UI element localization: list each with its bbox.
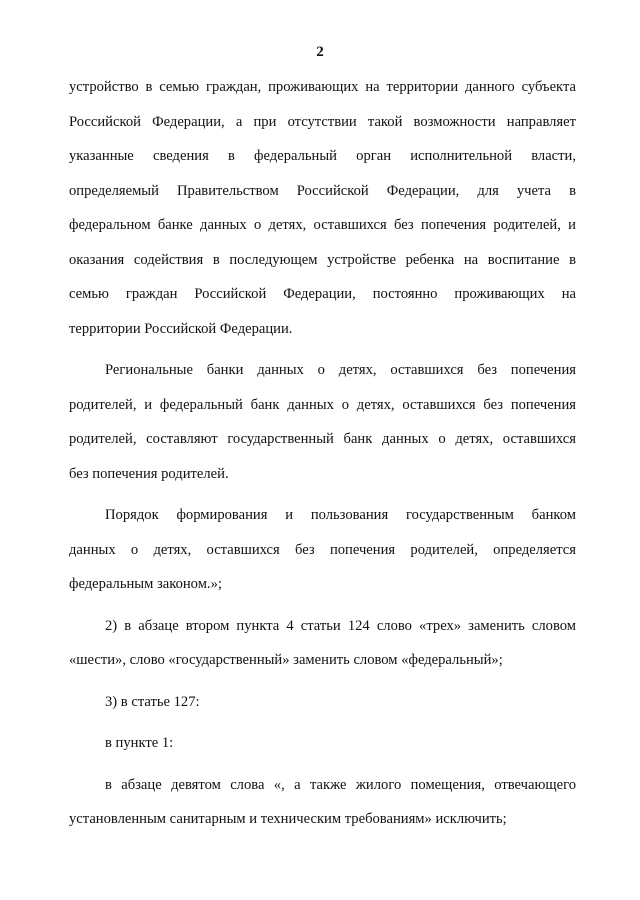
- text-line: установленным санитарным и техническим требованиям» исключить;: [69, 811, 507, 827]
- page-number: 2: [316, 44, 324, 60]
- document-body: [69, 70, 576, 837]
- text-line: Порядок формирования и пользования государственным банком: [105, 507, 576, 523]
- text-line: 2) в абзаце втором пункта 4 статьи 124 слово «трех» заменить словом: [105, 617, 576, 634]
- paragraph-point-1: [69, 726, 576, 761]
- text-line: данных о детях, оставшихся без попечения родителей, определяется: [69, 541, 576, 558]
- paragraph-item-3: [69, 685, 576, 720]
- paragraph-continuation: [69, 70, 576, 346]
- text-line: без попечения родителей.: [69, 465, 229, 482]
- text-line: семью граждан Российской Федерации, постоянно проживающих на: [69, 286, 576, 302]
- text-line: федеральном банке данных о детях, оставшихся без попечения родителей, и: [69, 217, 576, 233]
- text-line: оказания содействия в последующем устройстве ребенка на воспитание в: [69, 251, 576, 268]
- paragraph-procedure: [69, 498, 576, 602]
- text-line: федеральным законом.»;: [69, 576, 222, 592]
- text-line: в абзаце девятом слова «, а также жилого помещения, отвечающего: [105, 776, 576, 793]
- text-line: «шести», слово «государственный» заменить словом «федеральный»;: [69, 652, 503, 668]
- text-line: устройство в семью граждан, проживающих на территории данного субъекта: [69, 79, 576, 95]
- text-line: в пункте 1:: [105, 735, 174, 751]
- text-line: родителей, составляют государственный банк данных о детях, оставшихся: [69, 431, 576, 447]
- text-line: родителей, и федеральный банк данных о детях, оставшихся без попечения: [69, 396, 576, 413]
- paragraph-item-2: [69, 609, 576, 678]
- text-line: Российской Федерации, а при отсутствии такой возможности направляет: [69, 113, 576, 130]
- text-line: определяемый Правительством Российской Федерации, для учета в: [69, 182, 576, 199]
- paragraph-ninth-abzac: [69, 768, 576, 837]
- text-line: территории Российской Федерации.: [69, 320, 293, 337]
- text-line: 3) в статье 127:: [105, 693, 200, 710]
- text-line: указанные сведения в федеральный орган исполнительной власти,: [69, 148, 576, 164]
- text-line: Региональные банки данных о детях, оставшихся без попечения: [105, 362, 576, 378]
- paragraph-regional-banks: [69, 353, 576, 491]
